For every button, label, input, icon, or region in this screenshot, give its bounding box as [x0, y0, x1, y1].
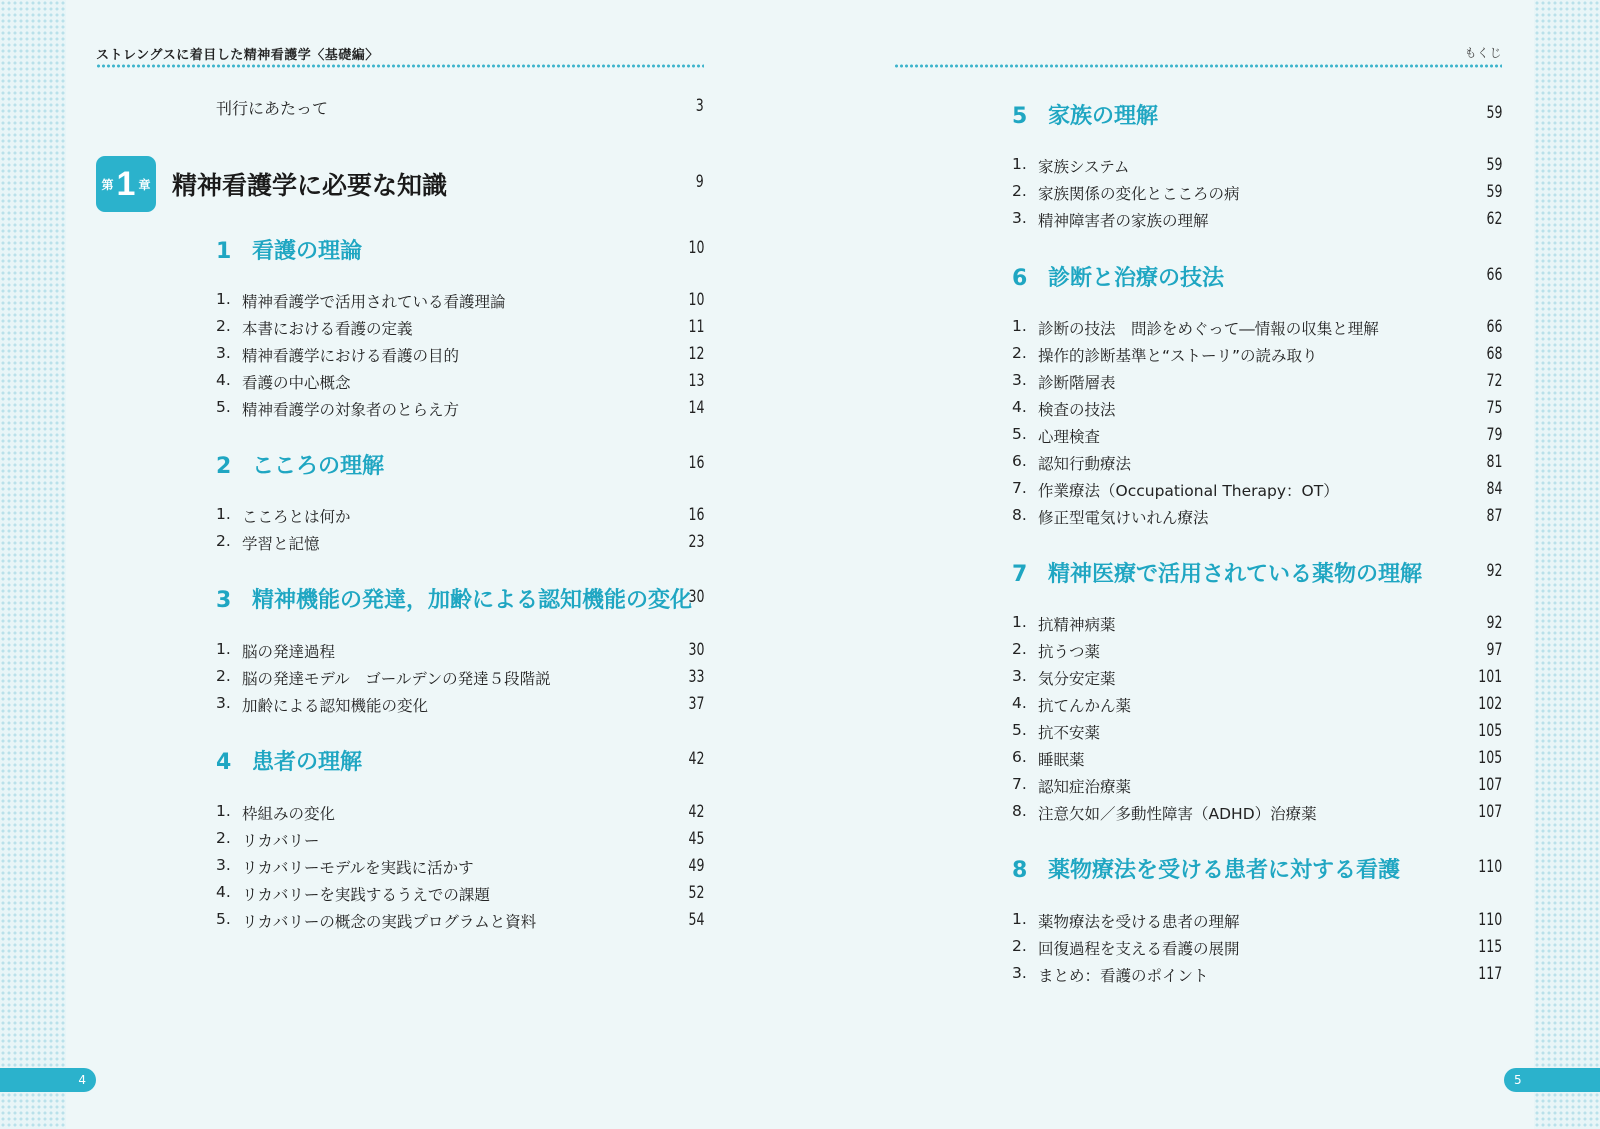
running-head-contents: もくじ — [1464, 46, 1502, 60]
toc-item — [1012, 155, 1129, 177]
item-title: 診断の技法 問診をめぐって―情報の収集と理解 — [1038, 320, 1379, 338]
toc-item — [1012, 371, 1116, 393]
section-heading — [216, 745, 362, 776]
item-number: 5. — [1012, 721, 1027, 739]
item-number: 1. — [216, 802, 231, 820]
toc-item — [1012, 775, 1131, 797]
item-page: 81 — [1486, 452, 1502, 472]
item-page: 101 — [1478, 667, 1502, 687]
item-number: 7. — [1012, 479, 1027, 497]
item-title: 学習と記憶 — [242, 535, 320, 553]
item-page: 66 — [1486, 317, 1502, 337]
item-number: 1. — [1012, 155, 1027, 173]
item-title: 精神看護学における看護の目的 — [242, 347, 460, 365]
item-title: 抗うつ薬 — [1038, 643, 1101, 661]
toc-item — [216, 802, 335, 824]
item-title: 加齢による認知機能の変化 — [242, 697, 429, 715]
item-title: 心理検査 — [1038, 428, 1101, 446]
item-number: 6. — [1012, 452, 1027, 470]
item-title: 精神障害者の家族の理解 — [1038, 212, 1209, 230]
item-title: 本書における看護の定義 — [242, 320, 413, 338]
item-title: リカバリーの概念の実践プログラムと資料 — [242, 913, 537, 931]
item-number: 3. — [1012, 371, 1027, 389]
toc-item — [216, 910, 536, 932]
item-number: 2. — [216, 532, 231, 550]
section-number: 4 — [216, 750, 232, 775]
item-page: 105 — [1478, 721, 1502, 741]
toc-item — [216, 640, 335, 662]
item-number: 1. — [1012, 317, 1027, 335]
item-number: 5. — [1012, 425, 1027, 443]
toc-item — [1012, 802, 1317, 824]
toc-item — [216, 290, 506, 312]
header-dotted-rule — [894, 64, 1502, 68]
item-number: 2. — [216, 829, 231, 847]
item-title: 枠組みの変化 — [242, 805, 336, 823]
toc-item — [1012, 398, 1116, 420]
item-number: 5. — [216, 910, 231, 928]
section-title: 患者の理解 — [252, 750, 363, 775]
toc-item — [1012, 721, 1100, 743]
section-title: こころの理解 — [252, 454, 385, 479]
left-margin-pattern — [0, 0, 66, 1129]
toc-item — [1012, 479, 1339, 501]
item-title: 認知行動療法 — [1038, 455, 1132, 473]
toc-item — [216, 371, 351, 393]
item-page: 54 — [688, 910, 704, 930]
item-title: リカバリーを実践するうえでの課題 — [242, 886, 490, 904]
item-number: 1. — [216, 290, 231, 308]
item-title: 脳の発達過程 — [242, 643, 336, 661]
item-title: 操作的診断基準と“ストーリ”の読み取り — [1038, 347, 1318, 365]
section-number: 6 — [1012, 266, 1028, 291]
item-page: 16 — [688, 505, 704, 525]
item-title: 検査の技法 — [1038, 401, 1116, 419]
item-number: 4. — [216, 371, 231, 389]
toc-item — [216, 856, 474, 878]
chapter-prefix: 第 — [101, 177, 114, 192]
toc-item — [216, 883, 490, 905]
item-number: 3. — [216, 694, 231, 712]
item-page: 52 — [688, 883, 704, 903]
item-page: 115 — [1478, 937, 1502, 957]
section-title: 精神医療で活用されている薬物の理解 — [1048, 562, 1423, 587]
item-page: 13 — [688, 371, 704, 391]
item-title: 注意欠如／多動性障害（ADHD）治療薬 — [1038, 805, 1317, 823]
section-page: 10 — [688, 238, 704, 258]
item-number: 3. — [1012, 964, 1027, 982]
item-page: 45 — [688, 829, 704, 849]
item-page: 110 — [1478, 910, 1502, 930]
toc-intro-page: 3 — [696, 96, 704, 116]
item-number: 2. — [1012, 344, 1027, 362]
section-heading — [1012, 557, 1422, 588]
toc-item — [1012, 425, 1100, 447]
page-number-right: 5 — [1504, 1068, 1600, 1092]
toc-item — [216, 667, 551, 689]
item-page: 92 — [1486, 613, 1502, 633]
chapter-heading — [96, 156, 447, 212]
left-page — [96, 0, 704, 1129]
item-number: 2. — [1012, 937, 1027, 955]
toc-item — [1012, 452, 1131, 474]
item-page: 30 — [688, 640, 704, 660]
item-page: 59 — [1486, 182, 1502, 202]
item-page: 33 — [688, 667, 704, 687]
toc-item — [1012, 694, 1131, 716]
item-title: 作業療法（Occupational Therapy：OT） — [1038, 482, 1339, 500]
item-page: 102 — [1478, 694, 1502, 714]
item-title: 精神看護学の対象者のとらえ方 — [242, 401, 460, 419]
chapter-number: 1 — [116, 164, 136, 203]
item-page: 10 — [688, 290, 704, 310]
running-head-book-title: ストレングスに着目した精神看護学〈基礎編〉 — [96, 48, 379, 63]
section-page: 92 — [1486, 561, 1502, 581]
item-title: 家族関係の変化とこころの病 — [1038, 185, 1240, 203]
section-heading — [1012, 261, 1224, 292]
item-title: 診断階層表 — [1038, 374, 1116, 392]
toc-item — [216, 532, 320, 554]
chapter-badge — [96, 156, 156, 212]
section-title: 診断と治療の技法 — [1048, 266, 1225, 291]
toc-item — [216, 694, 428, 716]
item-title: 回復過程を支える看護の展開 — [1038, 940, 1240, 958]
toc-item — [1012, 964, 1209, 986]
item-title: 家族システム — [1038, 158, 1130, 176]
section-number: 1 — [216, 239, 232, 264]
item-page: 117 — [1478, 964, 1502, 984]
item-number: 2. — [216, 317, 231, 335]
toc-item — [216, 317, 413, 339]
item-number: 8. — [1012, 802, 1027, 820]
item-number: 3. — [1012, 667, 1027, 685]
item-page: 12 — [688, 344, 704, 364]
section-number: 8 — [1012, 858, 1028, 883]
item-title: 精神看護学で活用されている看護理論 — [242, 293, 506, 311]
item-title: 睡眠薬 — [1038, 751, 1085, 769]
section-number: 2 — [216, 454, 232, 479]
item-page: 107 — [1478, 775, 1502, 795]
toc-item — [216, 829, 319, 851]
item-number: 7. — [1012, 775, 1027, 793]
item-page: 37 — [688, 694, 704, 714]
item-number: 1. — [1012, 910, 1027, 928]
toc-item — [216, 398, 459, 420]
toc-item — [1012, 667, 1116, 689]
toc-item — [1012, 182, 1240, 204]
item-number: 3. — [216, 856, 231, 874]
item-title: 抗てんかん薬 — [1038, 697, 1132, 715]
item-number: 8. — [1012, 506, 1027, 524]
section-heading — [216, 449, 384, 480]
item-number: 1. — [216, 640, 231, 658]
chapter-suffix: 章 — [138, 177, 151, 192]
item-page: 11 — [688, 317, 704, 337]
item-page: 42 — [688, 802, 704, 822]
section-number: 5 — [1012, 104, 1028, 129]
item-page: 97 — [1486, 640, 1502, 660]
item-title: まとめ：看護のポイント — [1038, 967, 1209, 985]
item-title: 抗精神病薬 — [1038, 616, 1116, 634]
section-title: 家族の理解 — [1048, 104, 1159, 129]
item-title: こころとは何か — [242, 508, 351, 526]
item-page: 49 — [688, 856, 704, 876]
right-margin-pattern — [1534, 0, 1600, 1129]
item-page: 87 — [1486, 506, 1502, 526]
toc-item — [1012, 317, 1379, 339]
section-page: 66 — [1486, 265, 1502, 285]
item-title: 認知症治療薬 — [1038, 778, 1132, 796]
item-number: 3. — [1012, 209, 1027, 227]
item-page: 62 — [1486, 209, 1502, 229]
item-number: 2. — [1012, 640, 1027, 658]
toc-item — [1012, 506, 1209, 528]
section-heading — [216, 583, 692, 614]
item-number: 1. — [216, 505, 231, 523]
item-title: 気分安定薬 — [1038, 670, 1116, 688]
item-number: 6. — [1012, 748, 1027, 766]
section-number: 3 — [216, 588, 232, 613]
item-page: 72 — [1486, 371, 1502, 391]
toc-item — [1012, 937, 1240, 959]
item-page: 59 — [1486, 155, 1502, 175]
section-heading — [1012, 99, 1158, 130]
item-page: 79 — [1486, 425, 1502, 445]
section-title: 薬物療法を受ける患者に対する看護 — [1048, 858, 1401, 883]
section-title: 看護の理論 — [252, 239, 363, 264]
item-title: 修正型電気けいれん療法 — [1038, 509, 1209, 527]
toc-item — [1012, 209, 1209, 231]
section-page: 42 — [688, 749, 704, 769]
item-number: 4. — [1012, 398, 1027, 416]
item-title: 薬物療法を受ける患者の理解 — [1038, 913, 1240, 931]
toc-item — [1012, 910, 1240, 932]
toc-item — [216, 505, 351, 527]
item-page: 68 — [1486, 344, 1502, 364]
section-page: 16 — [688, 453, 704, 473]
toc-intro-label: 刊行にあたって — [216, 99, 329, 118]
section-page: 110 — [1478, 857, 1502, 877]
toc-item — [216, 344, 459, 366]
item-number: 2. — [216, 667, 231, 685]
item-title: 脳の発達モデル ゴールデンの発達５段階説 — [242, 670, 551, 688]
toc-item — [1012, 344, 1318, 366]
item-number: 5. — [216, 398, 231, 416]
section-heading — [216, 234, 362, 265]
section-page: 30 — [688, 587, 704, 607]
item-title: リカバリーモデルを実践に活かす — [242, 859, 474, 877]
item-page: 75 — [1486, 398, 1502, 418]
item-number: 2. — [1012, 182, 1027, 200]
item-number: 4. — [1012, 694, 1027, 712]
toc-item — [1012, 748, 1085, 770]
chapter-page: 9 — [696, 172, 704, 192]
item-page: 84 — [1486, 479, 1502, 499]
item-title: 抗不安薬 — [1038, 724, 1101, 742]
item-number: 1. — [1012, 613, 1027, 631]
item-page: 107 — [1478, 802, 1502, 822]
section-page: 59 — [1486, 103, 1502, 123]
item-number: 4. — [216, 883, 231, 901]
right-page — [894, 0, 1502, 1129]
item-number: 3. — [216, 344, 231, 362]
header-dotted-rule — [96, 64, 704, 68]
toc-item — [1012, 613, 1116, 635]
chapter-title: 精神看護学に必要な知識 — [172, 171, 448, 200]
item-title: 看護の中心概念 — [242, 374, 351, 392]
section-title: 精神機能の発達，加齢による認知機能の変化 — [252, 588, 693, 613]
section-number: 7 — [1012, 562, 1028, 587]
item-title: リカバリー — [242, 832, 320, 850]
toc-item — [1012, 640, 1100, 662]
section-heading — [1012, 853, 1400, 884]
page-number-left: 4 — [0, 1068, 96, 1092]
item-page: 105 — [1478, 748, 1502, 768]
item-page: 14 — [688, 398, 704, 418]
item-page: 23 — [688, 532, 704, 552]
